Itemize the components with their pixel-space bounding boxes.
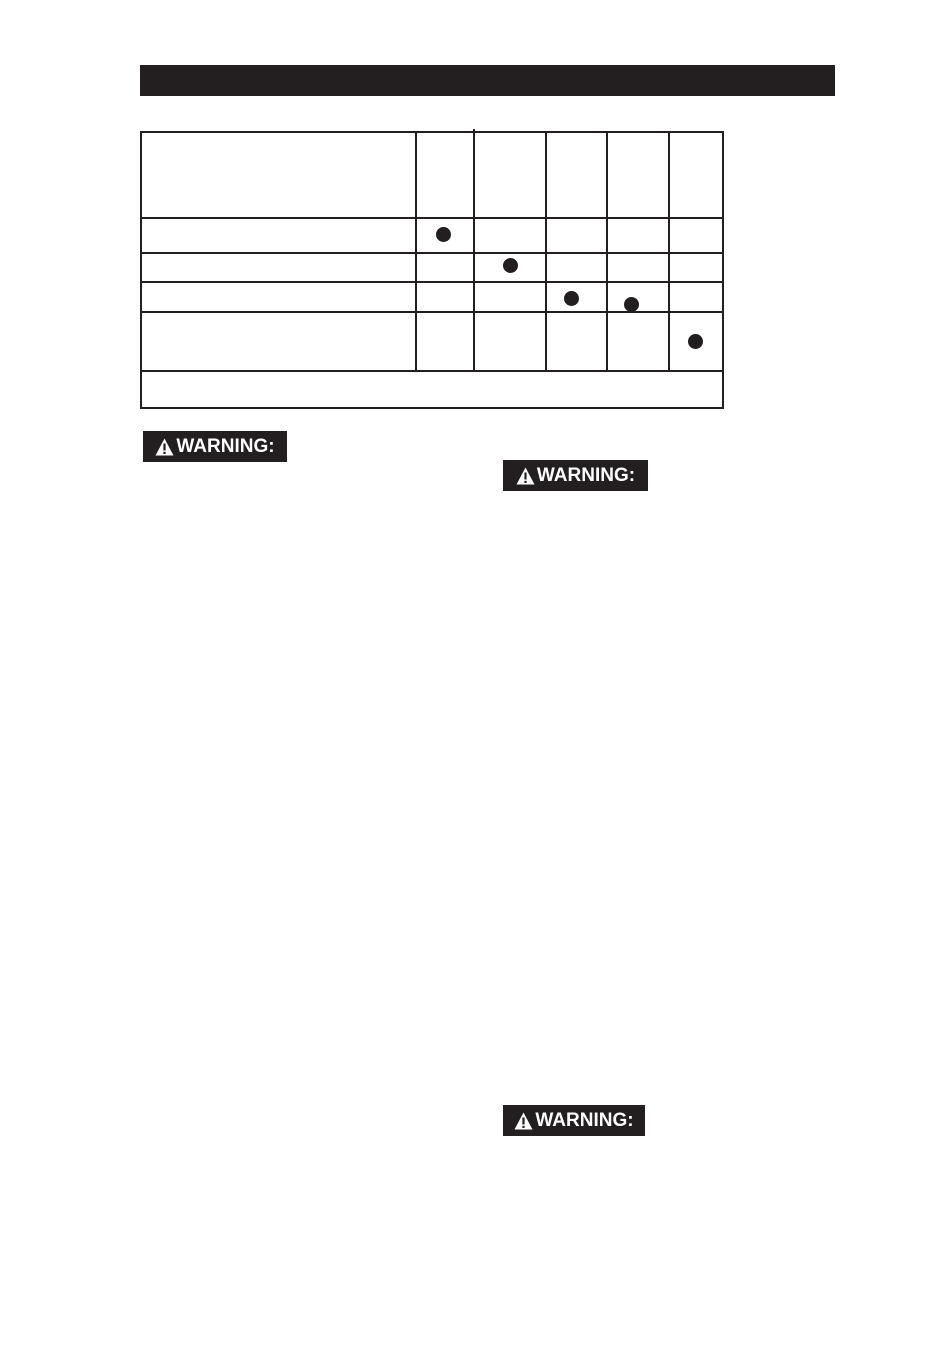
table-border-right [722,131,724,409]
table-col-line [415,131,417,371]
marker-dot [503,258,518,273]
warning-triangle-icon [514,1112,533,1130]
warning-label: WARNING: [176,435,275,457]
marker-dot [624,297,639,312]
marker-dot [436,227,451,242]
warning-triangle-icon [516,467,535,485]
warning-badge [503,460,648,491]
marker-dot [688,334,703,349]
table-row-line [140,311,724,313]
table-row-line [140,281,724,283]
table-border-bottom [140,407,724,409]
table-border-top [140,131,724,133]
applicability-table [140,131,724,409]
section-header-bar [140,65,835,96]
table-border-left [140,131,142,409]
warning-badge [503,1105,645,1136]
table-col-line [545,131,547,371]
warning-badge [143,431,287,462]
table-row-line [140,217,724,219]
table-col-line [606,131,608,371]
warning-label: WARNING: [536,464,636,486]
marker-dot [564,291,579,306]
warning-label: WARNING: [535,1109,634,1131]
table-col-line [473,131,475,371]
table-row-line [140,252,724,254]
table-col-line [668,131,670,371]
warning-triangle-icon [155,438,174,456]
table-row-line [140,370,724,372]
